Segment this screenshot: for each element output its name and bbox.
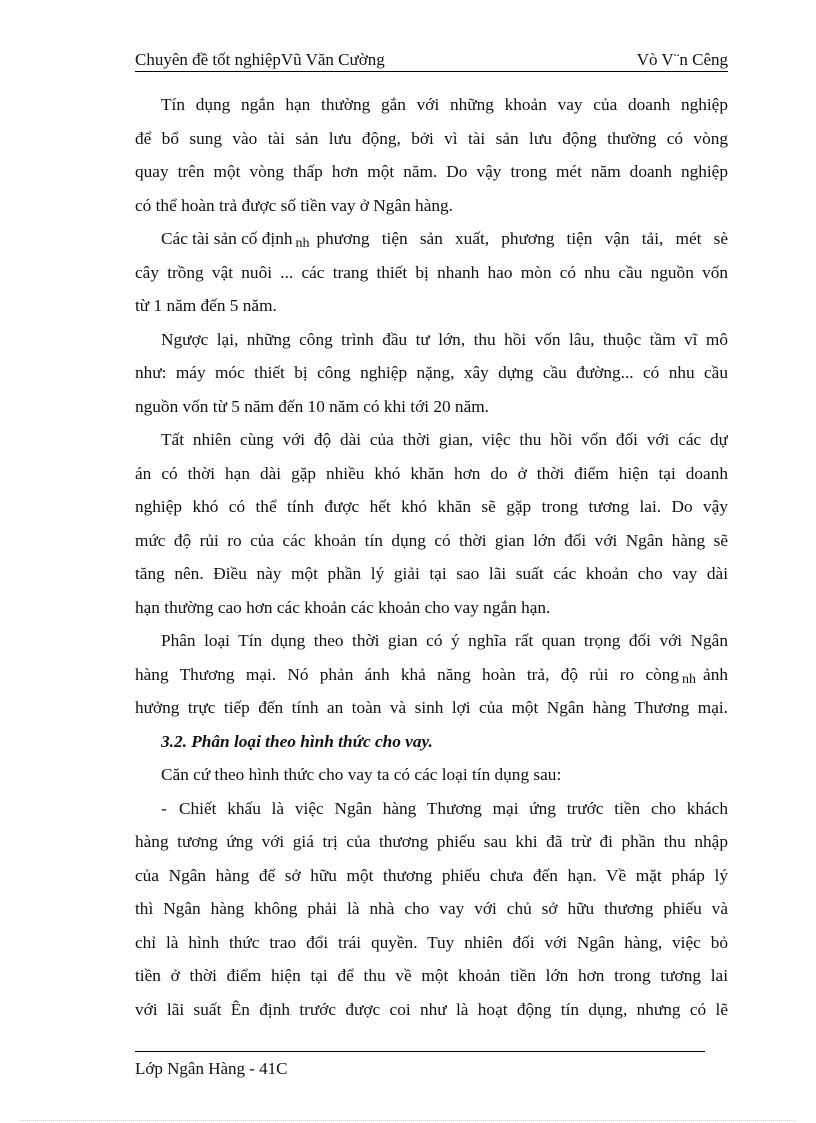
paragraph-4-line-2: án có thời hạn dài gặp nhiều khó khăn hơn do ở thời điểm hiện tại doanh: [135, 463, 728, 483]
paragraph-3-line-1: Ngược lại, những công trình đầu tư lớn, thu hồi vốn lâu, thuộc tầm vĩ mô: [161, 329, 728, 349]
paragraph-1-line-3: quay trên một vòng thấp hơn một năm. Do vậy trong mét năm doanh nghiệp: [135, 162, 728, 181]
bullet-line-1: [135, 792, 728, 826]
footer-divider: [135, 1051, 705, 1052]
paragraph-1-line-2: để bổ sung vào tài sản lưu động, bởi vì tài sản lưu động thường có vòng: [135, 128, 728, 148]
bullet-line-3: của Ngân hàng để sở hữu một thương phiếu chưa đến hạn. Về mặt pháp lý: [135, 865, 728, 885]
paragraph-4-line-3: nghiệp khó có thể tính được hết khó khăn sẽ gặp trong tương lai. Do vậy: [135, 497, 728, 516]
paragraph-1-line-4: có thể hoàn trả được số tiền vay ở Ngân hàng.: [135, 195, 453, 215]
bullet-line-4: thì Ngân hàng không phải là nhà cho vay với chủ sở hữu thương phiếu và: [135, 899, 728, 918]
paragraph-2-line-2: cây trồng vật nuôi ... các trang thiết bị nhanh hao mòn có nhu cầu nguồn vốn: [135, 262, 728, 282]
paragraph-1-line-1: Tín dụng ngắn hạn thường gắn với những khoản vay của doanh nghiệp: [161, 95, 728, 114]
paragraph-5-text-a: hàng Thương mại. Nó phản ánh khả năng hoàn trả, độ rủi ro còng: [135, 664, 680, 684]
paragraph-4-line-5: tăng nên. Điều này một phần lý giải tại sao lãi suất các khoản cho vay dài: [135, 564, 728, 583]
paragraph-2-subscript: nh: [295, 236, 310, 251]
document-body: [135, 88, 728, 1026]
paragraph-4-line-1: Tất nhiên cùng với độ dài của thời gian, việc thu hồi vốn đối với các dự: [161, 430, 728, 449]
paragraph-2-line-3: từ 1 năm đến 5 năm.: [135, 296, 277, 315]
paragraph-6: Căn cứ theo hình thức cho vay ta có các loại tín dụng sau:: [161, 765, 562, 784]
paragraph-5-subscript: nh: [682, 671, 697, 687]
page-edge-divider: [20, 1120, 796, 1121]
paragraph-3-line-2: như: máy móc thiết bị công nghiệp nặng, xây dựng cầu đường... có nhu cầu: [135, 363, 728, 382]
paragraph-5-text-b: ảnh: [703, 664, 728, 684]
paragraph-2-text-a: Các tài sản cố định: [161, 229, 293, 248]
page-footer: Lớp Ngân Hàng - 41C: [135, 1059, 288, 1078]
bullet-marker: -: [161, 798, 167, 818]
bullet-line-5: chỉ là hình thức trao đổi trái quyền. Tuy nhiên đối với Ngân hàng, việc bỏ: [135, 932, 728, 952]
paragraph-2-text-b: phương tiện sản xuất, phương tiện vận tải, mét sè: [316, 229, 728, 248]
paragraph-5-line-2: [135, 658, 728, 692]
page-header: [135, 50, 728, 72]
bullet-line-2: hàng tương ứng với giá trị của thương phiếu sau khi đã trừ đi phần thu nhập: [135, 832, 728, 851]
paragraph-5-line-1: Phân loại Tín dụng theo thời gian có ý nghĩa rất quan trọng đối với Ngân: [161, 631, 728, 650]
bullet-line-7: với lãi suất Ên định trước được coi như là hoạt động tín dụng, nhưng có lẽ: [135, 999, 728, 1019]
header-title: Chuyên đề tốt nghiệpVũ Văn Cường: [135, 50, 385, 69]
paragraph-4-line-6: hạn thường cao hơn các khoản các khoản cho vay ngắn hạn.: [135, 597, 551, 617]
bullet-text: Chiết khấu là việc Ngân hàng Thương mại ứng trước tiền cho khách: [179, 798, 728, 818]
paragraph-2-line-1: [135, 222, 728, 256]
header-author: Vò V¨n Cêng: [636, 50, 728, 69]
paragraph-3-line-3: nguồn vốn từ 5 năm đến 10 năm có khi tới 20 năm.: [135, 396, 490, 416]
paragraph-5-line-3: hưởng trực tiếp đến tính an toàn và sinh lợi của một Ngân hàng Thương mại.: [135, 698, 728, 717]
section-heading: 3.2. Phân loại theo hình thức cho vay.: [161, 731, 433, 751]
bullet-line-6: tiền ở thời điểm hiện tại để thu về một khoản tiền lớn hơn trong tương lai: [135, 966, 728, 985]
paragraph-4-line-4: mức độ rủi ro của các khoản tín dụng có thời gian lớn đối với Ngân hàng sẽ: [135, 530, 728, 550]
